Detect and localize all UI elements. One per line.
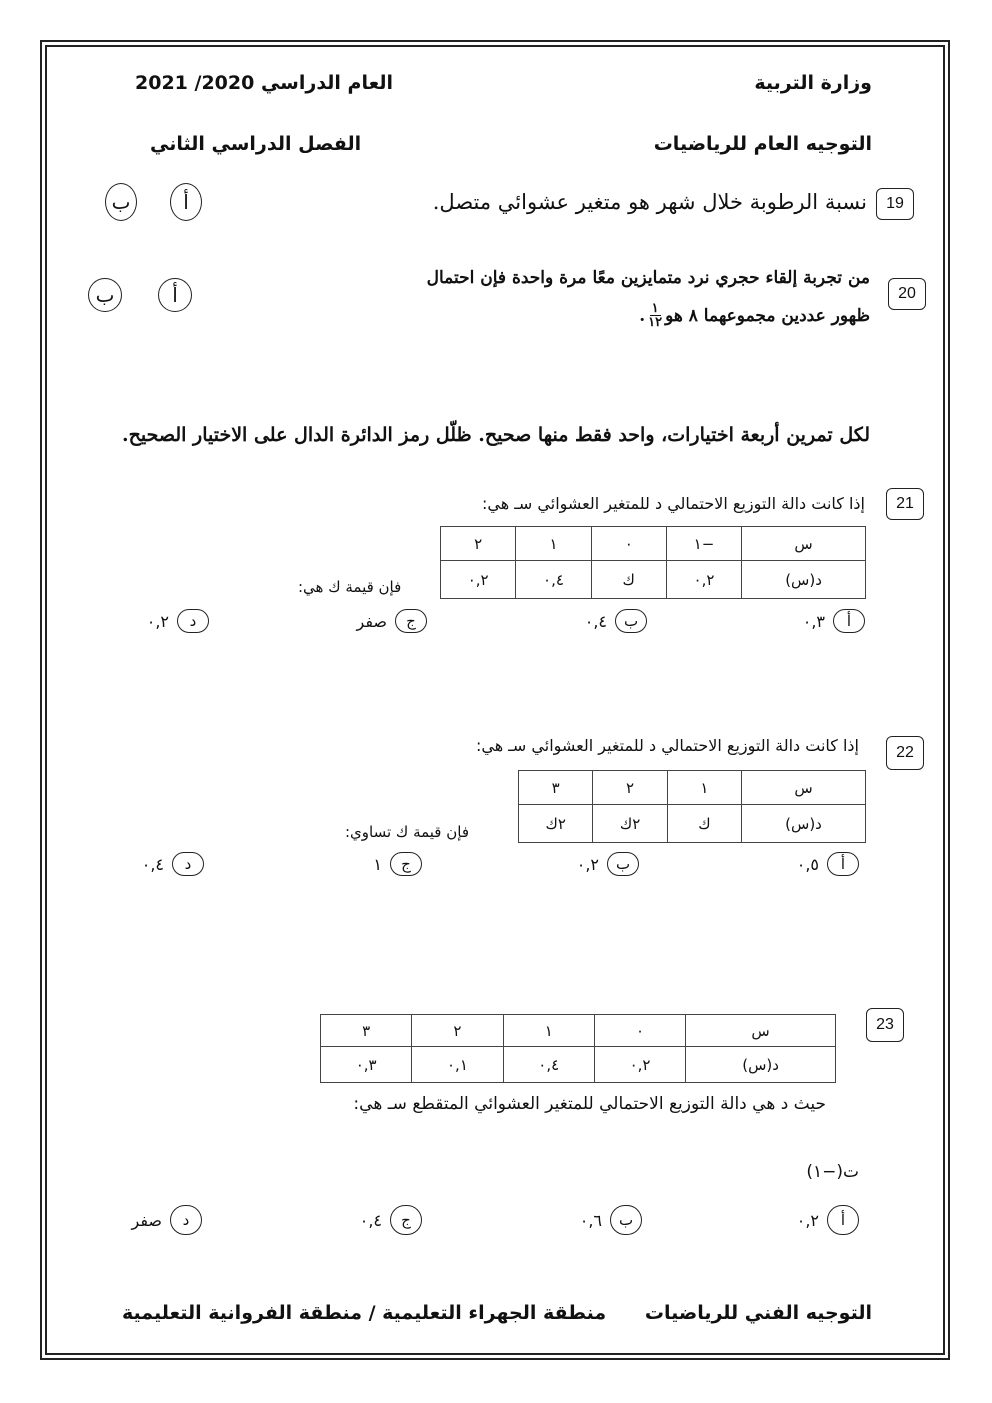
question-number-21: 21 <box>886 488 924 520</box>
q21-option-a-value: ٠,٣ <box>802 611 825 631</box>
q23-option-b[interactable] <box>580 1205 642 1235</box>
q22-table-row-x <box>519 771 866 805</box>
q21-cell: −١ <box>666 527 741 561</box>
q22-option-a-value: ٠,٥ <box>796 854 819 874</box>
question-number-22: 22 <box>886 736 924 770</box>
q19-statement: نسبة الرطوبة خلال شهر هو متغير عشوائي متصل. <box>432 190 867 214</box>
q23-cell: ٠ <box>594 1015 685 1047</box>
q22-option-c[interactable] <box>373 852 422 876</box>
q22-cell: ٣ <box>519 771 593 805</box>
semester-title: الفصل الدراسي الثاني <box>150 133 362 155</box>
q23-table <box>320 1014 836 1083</box>
q22-intro: إذا كانت دالة التوزيع الاحتمالي د للمتغير العشوائي سـ هي: <box>475 736 859 755</box>
q23-cell: ٠,١ <box>412 1047 503 1083</box>
q21-cell: س <box>742 527 866 561</box>
q23-expression: ت(−١) <box>806 1162 859 1182</box>
q22-cell: ٢ك <box>519 805 593 843</box>
q21-option-b-value: ٠,٤ <box>584 611 607 631</box>
q21-cell: ٠,٢ <box>441 561 516 599</box>
q23-cell: ٢ <box>412 1015 503 1047</box>
q20-frac-num: ١ <box>651 301 659 316</box>
q21-cell: ٢ <box>441 527 516 561</box>
q22-table-row-dx <box>519 805 866 843</box>
q22-cell: ك <box>667 805 741 843</box>
q20-choice-b[interactable] <box>88 278 122 312</box>
q23-cell: ١ <box>503 1015 594 1047</box>
q21-option-b-letter[interactable]: ب <box>615 609 647 633</box>
q21-intro: إذا كانت دالة التوزيع الاحتمالي د للمتغير العشوائي سـ هي: <box>481 494 865 513</box>
q22-option-d-value: ٠,٤ <box>141 854 164 874</box>
question-number-19: 19 <box>876 188 914 220</box>
ministry-title: وزارة التربية <box>754 72 872 94</box>
q21-table <box>440 526 866 599</box>
q23-cell: د(س) <box>686 1047 836 1083</box>
q23-cell: س <box>686 1015 836 1047</box>
q22-option-c-letter[interactable]: ج <box>390 852 422 876</box>
q21-cell: ٠,٢ <box>666 561 741 599</box>
q23-table-row-dx <box>321 1047 836 1083</box>
q20-end: . <box>639 305 646 326</box>
department-title: التوجيه العام للرياضيات <box>653 133 872 155</box>
q22-option-d-letter[interactable]: د <box>172 852 204 876</box>
q21-table-row-x <box>441 527 866 561</box>
q22-option-b-value: ٠,٢ <box>576 854 599 874</box>
q21-cell: ك <box>591 561 666 599</box>
q22-cell: س <box>742 771 866 805</box>
q21-cell: ٠ <box>591 527 666 561</box>
q21-option-d-value: ٠,٢ <box>146 611 169 631</box>
q22-option-c-value: ١ <box>373 854 382 874</box>
q22-option-b-letter[interactable]: ب <box>607 852 639 876</box>
q23-option-c-value: ٠,٤ <box>359 1210 382 1230</box>
q23-option-d[interactable] <box>131 1205 202 1235</box>
q21-option-d[interactable] <box>147 609 209 633</box>
q21-table-row-dx <box>441 561 866 599</box>
q23-table-row-x <box>321 1015 836 1047</box>
q20-line2-text: ظهور عددين مجموعهما ٨ هو <box>665 305 870 326</box>
q20-line1: من تجربة إلقاء حجري نرد متمايزين معًا مرة واحدة فإن احتمال <box>426 268 870 288</box>
q23-option-c[interactable] <box>360 1205 422 1235</box>
q21-option-c-value: صفر <box>356 611 387 631</box>
q21-cell: د(س) <box>742 561 866 599</box>
q21-option-c-letter[interactable]: ج <box>395 609 427 633</box>
q21-option-c[interactable] <box>356 609 427 633</box>
q19-choice-b-label[interactable]: ب <box>105 183 137 221</box>
q21-option-d-letter[interactable]: د <box>177 609 209 633</box>
q22-cell: ١ <box>667 771 741 805</box>
q22-option-d[interactable] <box>142 852 204 876</box>
q23-option-c-letter[interactable]: ج <box>390 1205 422 1235</box>
q23-caption: حيث د هي دالة التوزيع الاحتمالي للمتغير العشوائي المتقطع سـ هي: <box>353 1094 826 1114</box>
q23-option-b-value: ٠,٦ <box>579 1210 602 1230</box>
q22-option-b[interactable] <box>577 852 639 876</box>
q22-option-a[interactable] <box>797 852 859 876</box>
q22-option-a-letter[interactable]: أ <box>827 852 859 876</box>
q20-choice-a-label[interactable]: أ <box>158 278 192 312</box>
q21-option-a-letter[interactable]: أ <box>833 609 865 633</box>
q21-option-b[interactable] <box>585 609 647 633</box>
q23-option-d-value: صفر <box>131 1210 162 1230</box>
q20-fraction <box>648 302 662 329</box>
footer-regions: منطقة الجهراء التعليمية / منطقة الفروانية التعليمية <box>122 1302 607 1324</box>
q21-question: فإن قيمة ك هي: <box>298 578 402 596</box>
q20-choice-b-label[interactable]: ب <box>88 278 122 312</box>
q22-cell: ٢ <box>593 771 667 805</box>
q23-option-a-letter[interactable]: أ <box>827 1205 859 1235</box>
page-border-inner <box>45 45 945 1355</box>
q22-cell: د(س) <box>742 805 866 843</box>
instructions: لكل تمرين أربعة اختيارات، واحد فقط منها صحيح. ظلّل رمز الدائرة الدال على الاختيار الصحيح. <box>122 424 870 446</box>
q23-cell: ٠,٤ <box>503 1047 594 1083</box>
q19-choice-a-label[interactable]: أ <box>170 183 202 221</box>
q22-table <box>518 770 866 843</box>
q23-option-d-letter[interactable]: د <box>170 1205 202 1235</box>
q20-frac-den: ١٢ <box>648 315 663 330</box>
q21-option-a[interactable] <box>803 609 865 633</box>
q20-choice-a[interactable] <box>158 278 192 312</box>
academic-year: العام الدراسي 2020/ 2021 <box>135 72 393 94</box>
question-number-23: 23 <box>866 1008 904 1042</box>
q23-cell: ٠,٣ <box>321 1047 412 1083</box>
q23-cell: ٣ <box>321 1015 412 1047</box>
q23-option-a-value: ٠,٢ <box>796 1210 819 1230</box>
q19-choice-a[interactable] <box>170 183 202 221</box>
q19-choice-b[interactable] <box>105 183 137 221</box>
footer-department: التوجيه الفني للرياضيات <box>644 1302 872 1324</box>
q21-cell: ٠,٤ <box>516 561 591 599</box>
q23-option-a[interactable] <box>797 1205 859 1235</box>
q23-cell: ٠,٢ <box>594 1047 685 1083</box>
question-number-20: 20 <box>888 278 926 310</box>
q20-line2 <box>639 302 870 329</box>
q21-cell: ١ <box>516 527 591 561</box>
q23-option-b-letter[interactable]: ب <box>610 1205 642 1235</box>
q22-question: فإن قيمة ك تساوي: <box>345 823 469 841</box>
q22-cell: ٢ك <box>593 805 667 843</box>
